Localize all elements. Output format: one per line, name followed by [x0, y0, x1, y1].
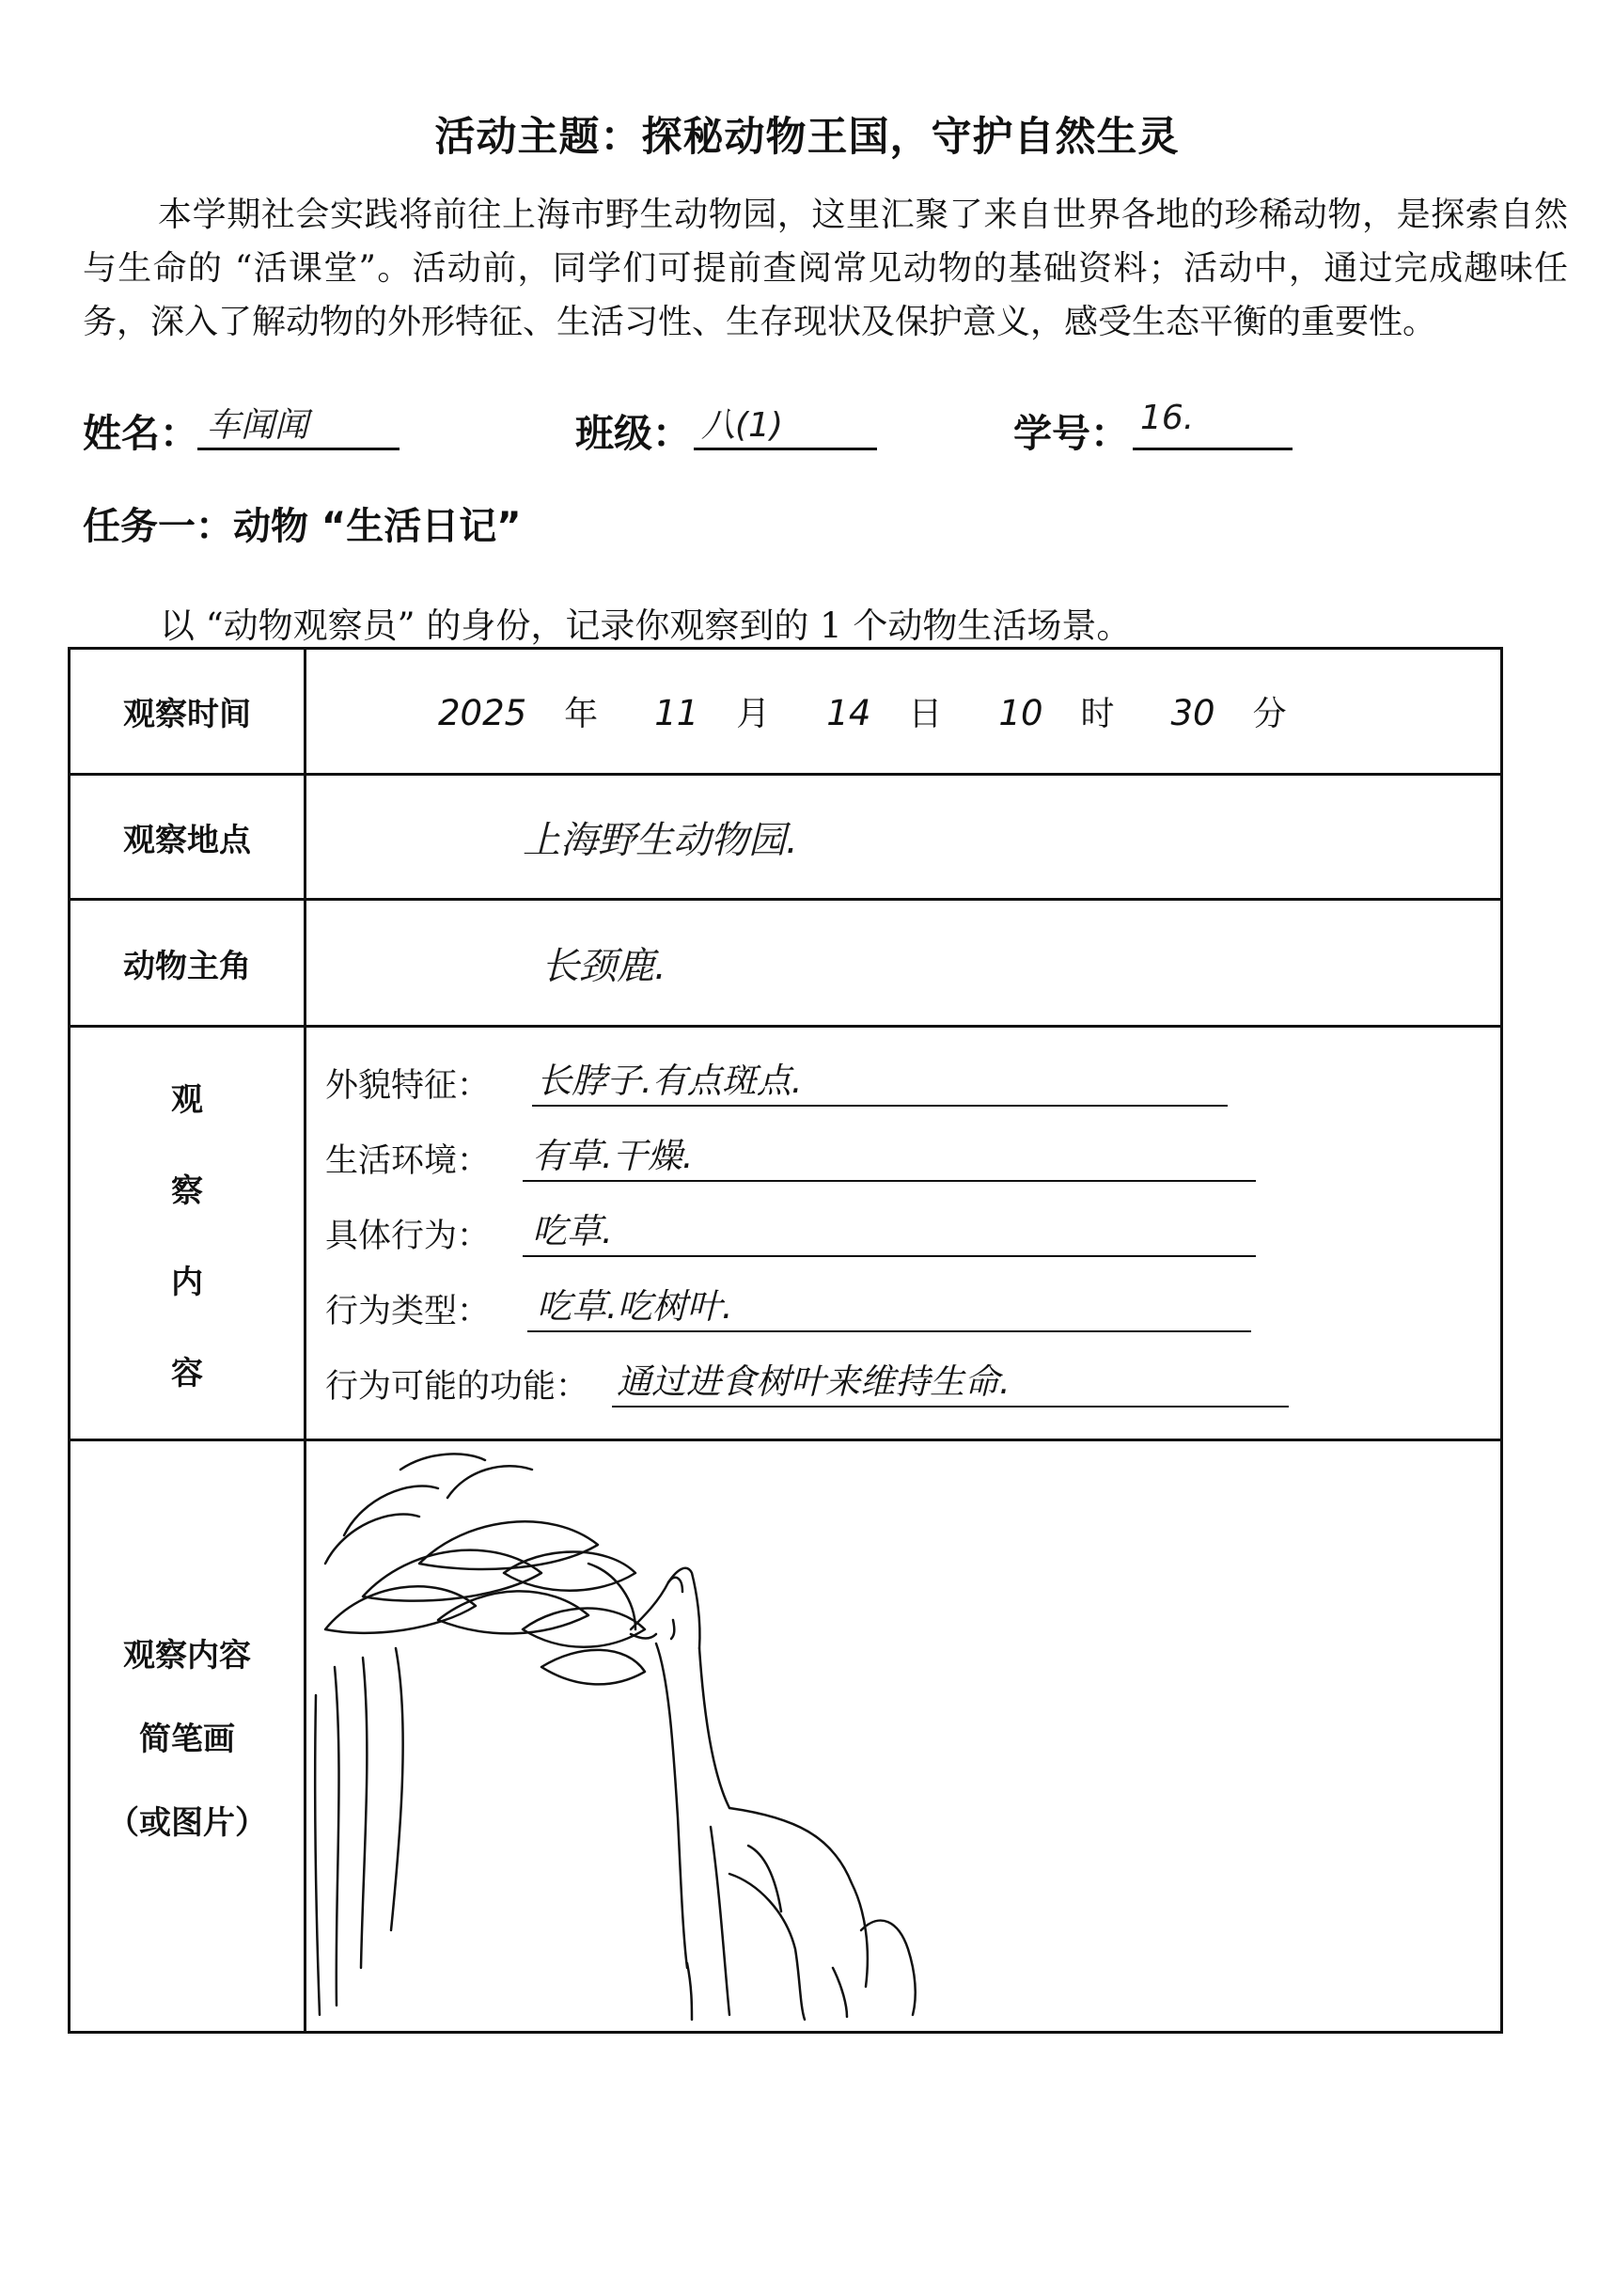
content-label-char: 内 [171, 1263, 203, 1301]
giraffe-head-stroke [631, 1578, 682, 1629]
sketch-label-line: 简笔画 [139, 1721, 235, 1758]
month-unit: 月 [736, 695, 771, 733]
environment-line [523, 1180, 1256, 1182]
minute-unit: 分 [1252, 695, 1287, 733]
animal-label: 动物主角 [70, 900, 306, 1027]
page-title: 活动主题：探秘动物王国，守护自然生灵 [434, 114, 1180, 161]
hour-value: 10 [998, 693, 1043, 733]
giraffe-leg-stroke [687, 1963, 692, 2020]
student-id-field[interactable] [1133, 393, 1293, 450]
giraffe-tree-sketch [306, 1441, 1500, 2029]
leaf-stroke [588, 1564, 635, 1629]
content-label-char: 容 [171, 1354, 203, 1392]
student-id-value: 16. [1140, 399, 1195, 437]
tree-trunk-stroke [361, 1658, 367, 1968]
giraffe-body-stroke [748, 1846, 781, 1911]
year-value: 2025 [438, 693, 527, 733]
tree-trunk-stroke [335, 1667, 339, 2005]
behavior-type-line [527, 1330, 1251, 1332]
table-row [70, 900, 1502, 1027]
field-behavior[interactable] [306, 1189, 1500, 1265]
student-id-label: 学号： [1013, 411, 1129, 456]
field-behavior-function[interactable] [306, 1340, 1500, 1415]
field-environment[interactable] [306, 1114, 1500, 1189]
environment-value: 有草.干燥. [532, 1136, 694, 1176]
behavior-type-label: 行为类型： [325, 1293, 491, 1330]
leaf-stroke [523, 1609, 645, 1647]
behavior-label: 具体行为： [325, 1218, 491, 1255]
content-label-char: 察 [171, 1172, 203, 1210]
day-value: 14 [826, 693, 871, 733]
table-row [70, 1027, 1502, 1440]
day-unit: 日 [908, 695, 943, 733]
name-label: 姓名： [83, 411, 198, 456]
appearance-label: 外貌特征： [325, 1067, 491, 1105]
animal-value: 长颈鹿. [541, 944, 666, 988]
hour-unit: 时 [1080, 695, 1115, 733]
behavior-function-value: 通过进食树叶来维持生命. [617, 1361, 1011, 1402]
table-row [70, 649, 1502, 775]
class-label: 班级： [575, 411, 691, 456]
leaf-stroke [325, 1514, 419, 1564]
time-cell[interactable] [306, 649, 1502, 775]
giraffe-neck-stroke [656, 1643, 687, 1968]
leaf-stroke [419, 1521, 598, 1569]
time-label: 观察时间 [70, 649, 306, 775]
giraffe-leg-stroke [711, 1827, 729, 2015]
leaf-stroke [447, 1466, 532, 1498]
place-cell[interactable] [306, 775, 1502, 900]
appearance-line [532, 1105, 1228, 1107]
table-row [70, 775, 1502, 900]
task-title: 任务一：动物 “生活日记” [83, 505, 522, 548]
place-value: 上海野生动物园. [523, 818, 798, 862]
content-cell [306, 1027, 1502, 1440]
leaf-stroke [541, 1650, 645, 1685]
name-field[interactable] [197, 393, 400, 450]
sketch-label [70, 1440, 306, 2033]
environment-label: 生活环境： [325, 1142, 491, 1180]
class-value: 八(1) [701, 406, 783, 445]
year-unit: 年 [564, 695, 599, 733]
task-description: 以 “动物观察员” 的身份，记录你观察到的 1 个动物生活场景。 [160, 605, 1132, 646]
behavior-type-value: 吃草.吃树叶. [537, 1286, 733, 1327]
sketch-cell[interactable] [306, 1440, 1502, 2033]
month-value: 11 [654, 693, 699, 733]
animal-cell[interactable] [306, 900, 1502, 1027]
behavior-function-label: 行为可能的功能： [325, 1368, 589, 1406]
giraffe-leg-stroke [833, 1968, 847, 2017]
content-label [70, 1027, 306, 1440]
giraffe-leg-stroke [729, 1874, 805, 2020]
field-appearance[interactable] [306, 1039, 1500, 1114]
table-row [70, 1440, 1502, 2033]
intro-paragraph: 本学期社会实践将前往上海市野生动物园，这里汇聚了来自世界各地的珍稀动物，是探索自然与生命的 “活课堂”。活动前，同学们可提前查阅常见动物的基础资料；活动中，通过完成趣味任务，深入了解动物的外形特征、生活习性、生存现状及保护意义，感受生态平衡的重要性。 [83, 196, 1568, 341]
behavior-value: 吃草. [532, 1211, 613, 1251]
time-values [306, 687, 1500, 735]
behavior-function-line [612, 1406, 1289, 1407]
behavior-line [523, 1255, 1256, 1257]
giraffe-tail-stroke [861, 1921, 916, 2015]
tree-trunk-stroke [315, 1695, 320, 2015]
giraffe-back-stroke [729, 1808, 868, 1987]
minute-value: 30 [1170, 693, 1215, 733]
sketch-label-line: （或图片） [107, 1804, 267, 1842]
giraffe-mouth-stroke [631, 1634, 656, 1639]
place-label: 观察地点 [70, 775, 306, 900]
field-behavior-type[interactable] [306, 1265, 1500, 1340]
giraffe-neck-stroke [699, 1648, 729, 1808]
giraffe-eye-stroke [671, 1620, 674, 1639]
sketch-label-line: 观察内容 [123, 1637, 251, 1675]
name-value: 车闻闻 [207, 406, 309, 445]
tree-trunk-stroke [391, 1648, 403, 1930]
content-label-char: 观 [171, 1080, 203, 1119]
class-field[interactable] [694, 393, 877, 450]
appearance-value: 长脖子.有点斑点. [537, 1061, 803, 1101]
leaf-stroke [400, 1454, 485, 1470]
observation-table [68, 647, 1503, 2034]
